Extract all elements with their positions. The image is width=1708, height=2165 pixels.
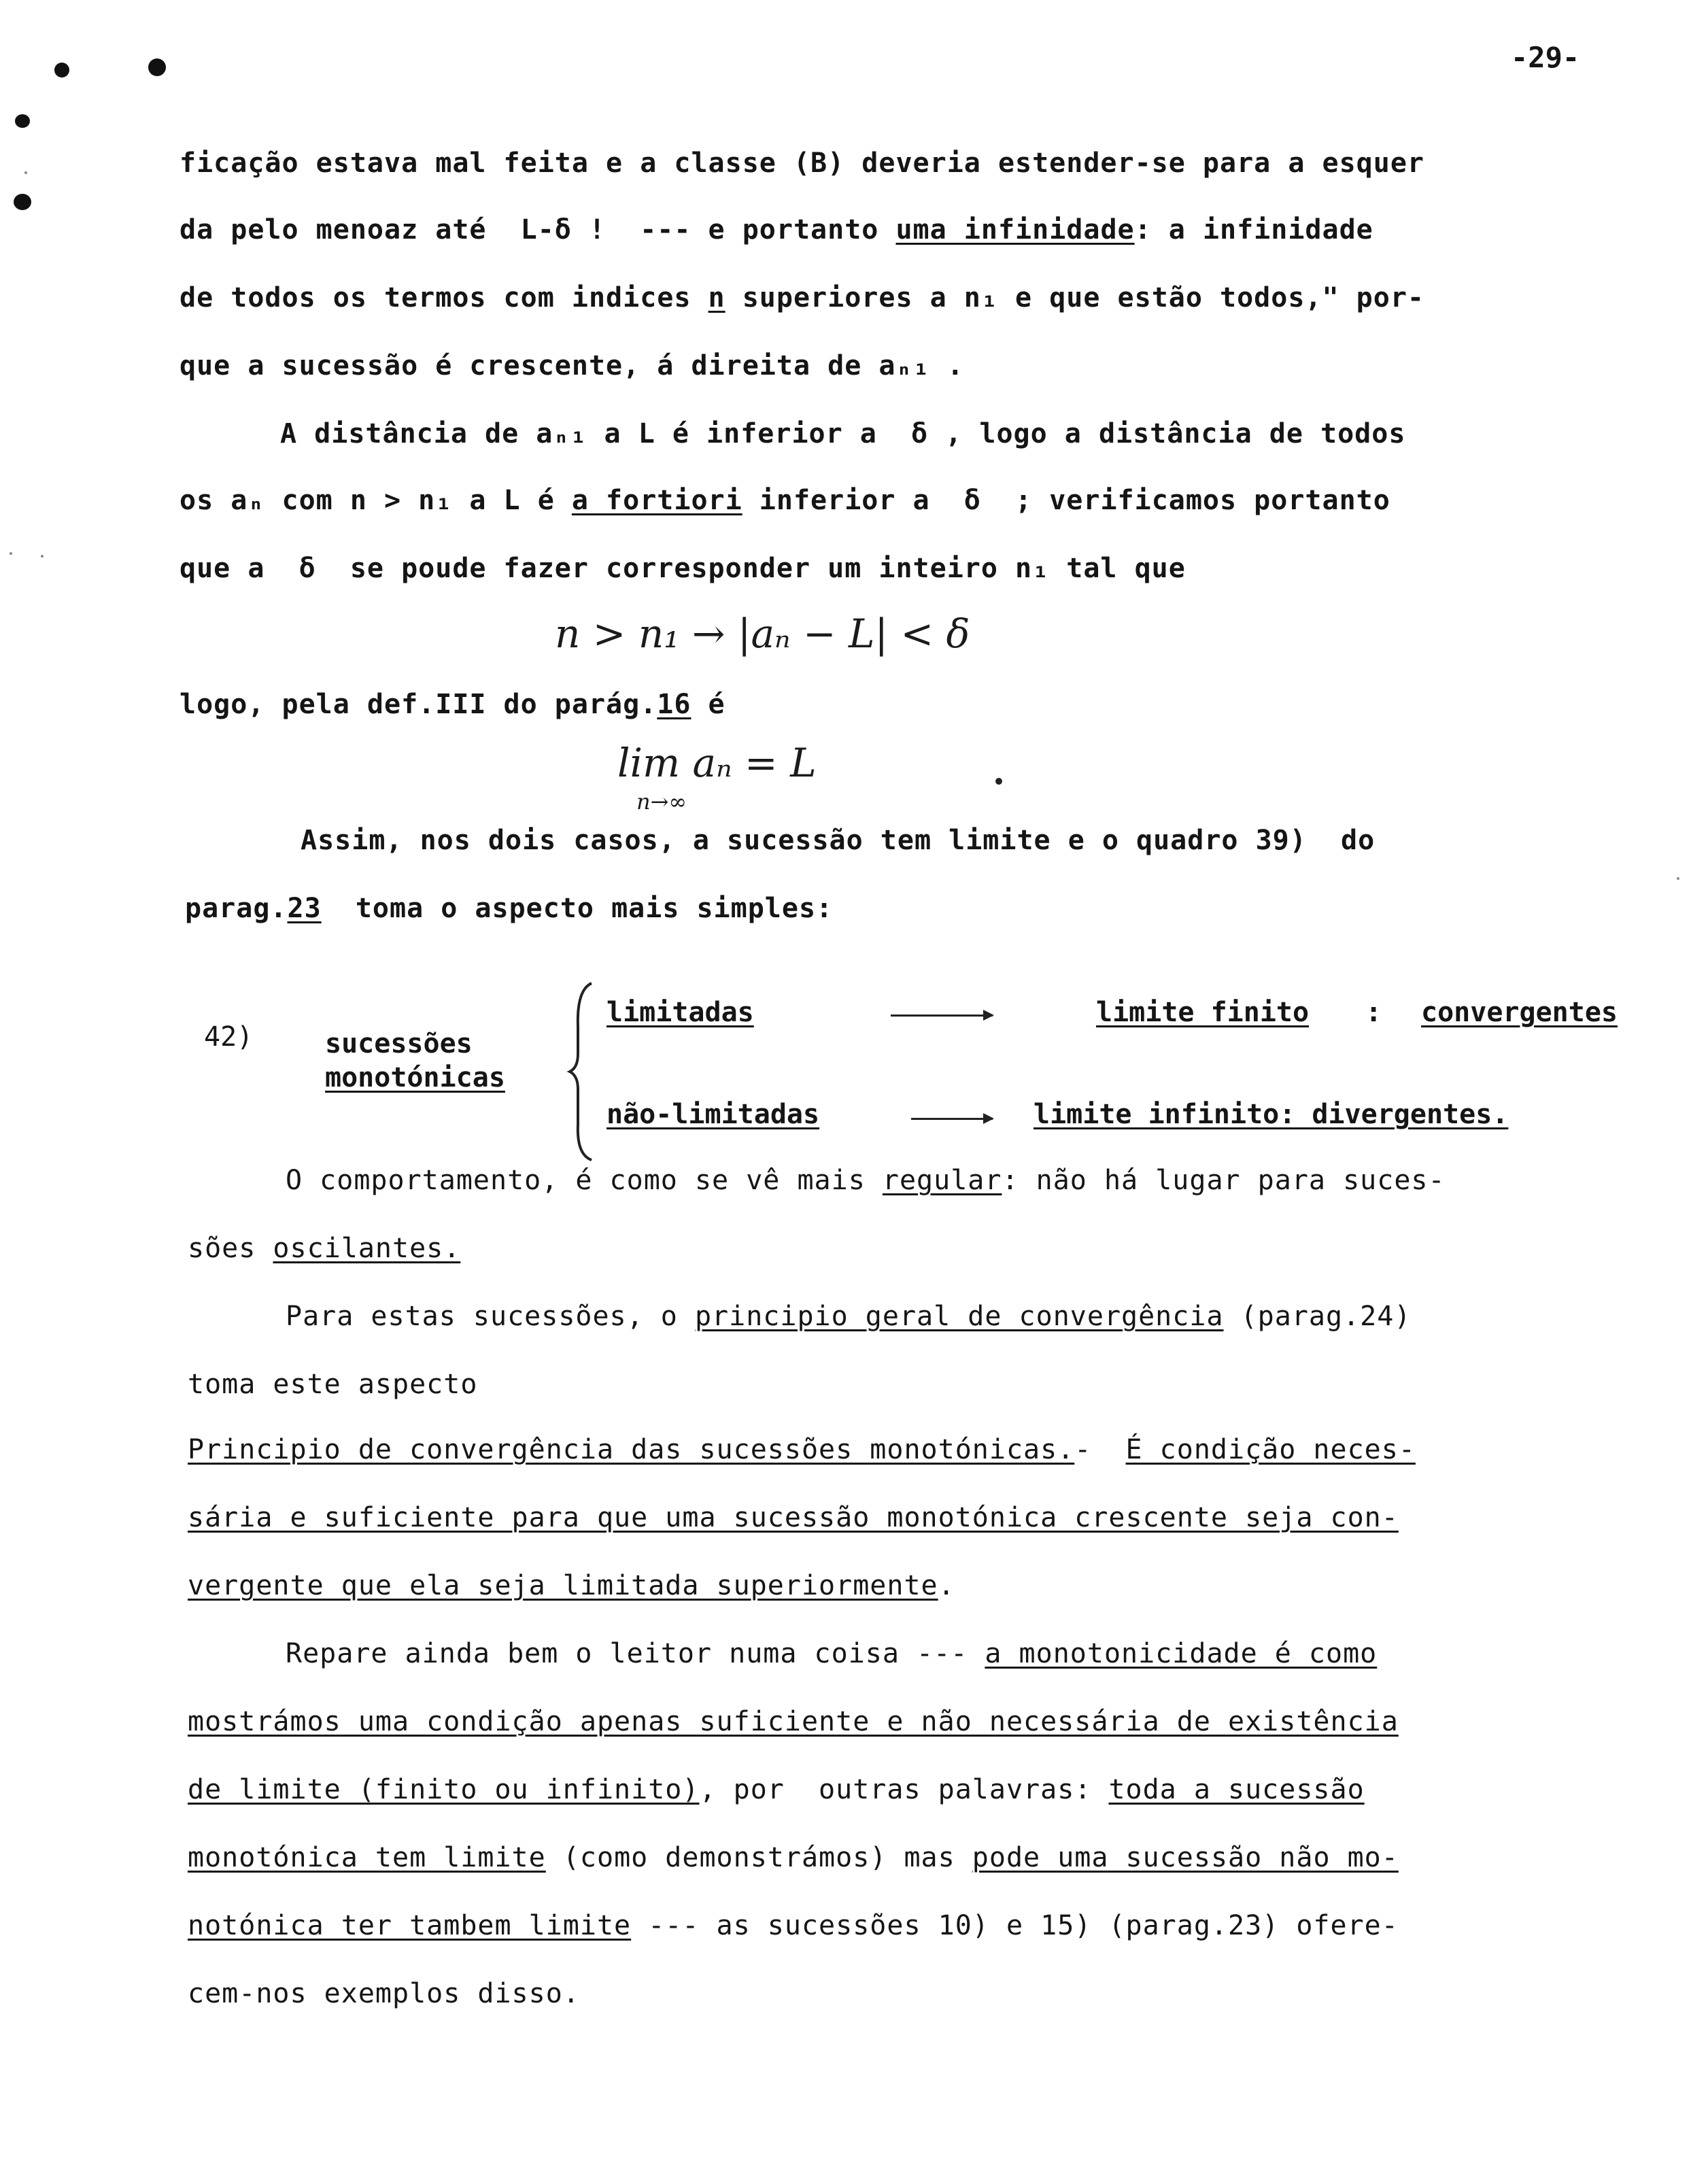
text-segment: ficação estava mal feita e a classe (B) deveria estender-se para a esquer (180, 148, 1424, 179)
underlined-text: sária e suficiente para que uma sucessão monotónica crescente seja con- (188, 1502, 1399, 1533)
text-line (188, 1365, 477, 1403)
text-segment: inferior a δ ; verificamos portanto (742, 485, 1390, 516)
binder-hole-4 (14, 194, 31, 210)
text-segment: : a infinidade (1134, 214, 1373, 245)
text-line (286, 1635, 1377, 1673)
schema-number: 42) (204, 1021, 254, 1053)
schema-row2-arrow (911, 1118, 993, 1120)
text-segment: os aₙ com n > n₁ a L é (180, 485, 572, 516)
text-segment: da pelo menoaz até L-δ ! --- e portanto (180, 214, 896, 245)
underlined-text: a monotonicidade é como (985, 1638, 1378, 1669)
text-segment: parag. (185, 893, 288, 924)
underlined-text: 16 (657, 689, 691, 720)
underlined-text: 23 (287, 893, 322, 924)
binder-hole-3 (15, 114, 30, 128)
text-segment: toma este aspecto (188, 1369, 478, 1400)
text-line (188, 1431, 1416, 1469)
text-line (188, 1907, 1399, 1945)
text-segment: que a sucessão é crescente, á direita de aₙ₁ . (180, 350, 964, 381)
text-line (180, 685, 725, 723)
text-line (286, 1161, 1446, 1199)
text-line (180, 144, 1424, 182)
paper-speck (10, 552, 12, 555)
text-segment: Para estas sucessões, o (286, 1301, 695, 1332)
paper-speck (41, 555, 44, 558)
underlined-text: de limite (finito ou infinito) (188, 1774, 700, 1805)
text-line (188, 1229, 460, 1267)
text-segment: que a δ se poude fazer corresponder um inteiro n₁ tal que (180, 553, 1186, 584)
text-line (180, 481, 1390, 519)
text-segment: --- as sucessões 10) e 15) (parag.23) ofere- (631, 1910, 1399, 1941)
text-line (188, 1567, 955, 1605)
formula-period (995, 778, 1002, 785)
formula-limit-subscript: n→∞ (636, 789, 687, 815)
underlined-text: regular (882, 1165, 1002, 1196)
text-line (180, 211, 1373, 249)
schema-row2-left: não-limitadas (607, 1099, 820, 1130)
text-segment: O comportamento, é como se vê mais (286, 1165, 883, 1196)
schema-row1-arrow (891, 1015, 993, 1017)
text-line (188, 1771, 1365, 1809)
text-segment: Repare ainda bem o leitor numa coisa --- (286, 1638, 985, 1669)
underlined-text: uma infinidade (895, 214, 1135, 245)
text-segment: (como demonstrámos) mas (545, 1842, 972, 1873)
text-segment: é (691, 689, 725, 720)
underlined-text: principio geral de convergência (694, 1301, 1224, 1332)
schema-row2-right: limite infinito: divergentes. (1034, 1099, 1509, 1130)
schema-row1-right-a: limite finito (1096, 997, 1310, 1028)
text-line (180, 347, 964, 385)
text-segment: Assim, nos dois casos, a sucessão tem limite e o quadro 39) do (301, 825, 1376, 856)
schema-subject-line1: sucessões (325, 1028, 473, 1059)
binder-hole-1 (54, 63, 69, 78)
paper-speck (1677, 877, 1679, 880)
underlined-text: a fortiori (571, 485, 742, 516)
schema-row1-left: limitadas (607, 997, 754, 1028)
paper-speck (24, 171, 27, 174)
text-segment: superiores a n₁ e que estão todos," por- (725, 282, 1425, 313)
page-number: -29- (1511, 41, 1580, 74)
text-segment: A distância de aₙ₁ a L é inferior a δ , logo a distância de todos (280, 418, 1406, 449)
text-line (188, 1975, 580, 2013)
text-segment: sões (188, 1233, 273, 1264)
text-line (180, 549, 1186, 587)
schema-row1-sep: : (1349, 997, 1399, 1028)
underlined-text: Principio de convergência das sucessões monotónicas. (188, 1434, 1075, 1465)
underlined-text: É condição neces- (1125, 1434, 1416, 1465)
text-segment: toma o aspecto mais simples: (321, 893, 834, 924)
formula-condition: n > n₁ → |aₙ − L| < δ (555, 611, 970, 657)
text-segment: , por outras palavras: (699, 1774, 1109, 1805)
underlined-text: notónica ter tambem limite (188, 1910, 632, 1941)
underlined-text: vergente que ela seja limitada superiormente (188, 1570, 938, 1601)
text-line (188, 1839, 1399, 1877)
underlined-text: mostrámos uma condição apenas suficiente e não necessária de existência (188, 1706, 1399, 1737)
underlined-text: n (708, 282, 725, 313)
schema-brace (564, 979, 605, 1163)
text-line (280, 415, 1405, 453)
binder-hole-2 (148, 58, 166, 76)
text-segment: : não há lugar para suces- (1002, 1165, 1446, 1196)
schema-subject-line2: monotónicas (325, 1062, 505, 1093)
text-segment: . (938, 1570, 955, 1601)
underlined-text: toda a sucessão (1108, 1774, 1365, 1805)
text-line (180, 279, 1424, 317)
underlined-text: pode uma sucessão não mo- (972, 1842, 1399, 1873)
text-line (286, 1297, 1411, 1335)
text-line (188, 1499, 1399, 1537)
underlined-text: oscilantes. (273, 1233, 461, 1264)
text-segment: de todos os termos com indices (180, 282, 708, 313)
formula-limit: lim aₙ = L (617, 740, 817, 786)
text-segment: cem-nos exemplos disso. (188, 1978, 580, 2009)
underlined-text: monotónica tem limite (188, 1842, 546, 1873)
text-segment: (parag.24) (1223, 1301, 1412, 1332)
text-line (185, 889, 833, 927)
text-line (301, 821, 1375, 859)
text-segment: - (1074, 1434, 1126, 1465)
text-segment: logo, pela def.III do parág. (180, 689, 657, 720)
text-line (188, 1703, 1399, 1741)
schema-row1-right-b: convergentes (1421, 997, 1618, 1028)
